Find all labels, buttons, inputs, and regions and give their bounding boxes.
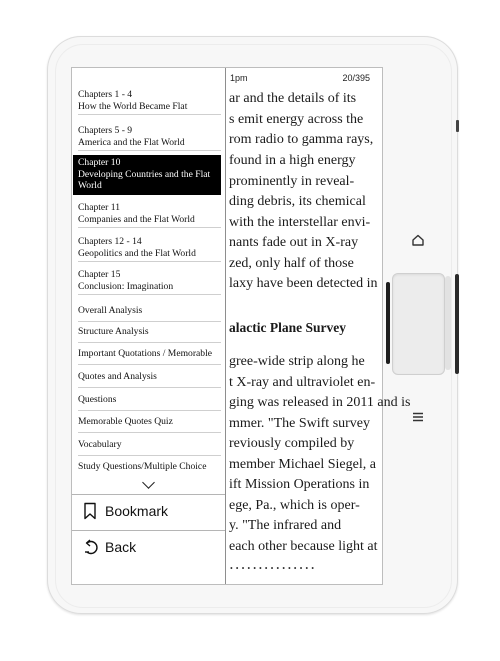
back-button[interactable] <box>72 530 225 565</box>
text-line: nants fade out in X-ray <box>229 235 359 250</box>
toc-item-title: Study Questions/Multiple Choice <box>78 461 207 472</box>
text-line: mmer. "The Swift survey <box>229 416 371 431</box>
toc-item[interactable] <box>72 301 225 322</box>
home-icon[interactable] <box>409 231 427 249</box>
toc-item[interactable] <box>72 322 225 343</box>
text-line: ging was released in 2011 and is <box>229 395 411 410</box>
text-line: found in a high energy <box>229 153 356 168</box>
text-line: rom radio to gamma rays, <box>229 132 374 147</box>
text-line: member Michael Siegel, a <box>229 457 376 472</box>
toc-item-title: Memorable Quotes Quiz <box>78 416 173 427</box>
text-line: ding debris, its chemical <box>229 194 366 209</box>
toc-item-title: Questions <box>78 394 117 405</box>
toc-item-subtitle: How the World Became Flat <box>78 100 188 112</box>
text-line: zed, only half of those <box>229 256 354 271</box>
toc-item[interactable] <box>72 200 225 228</box>
text-line: ege, Pa., which is oper- <box>229 498 360 513</box>
power-button[interactable] <box>456 120 459 132</box>
text-line: s emit energy across the <box>229 112 364 127</box>
side-page-button[interactable] <box>455 274 459 374</box>
text-line: y. "The infrared and <box>229 518 342 533</box>
bookmark-icon <box>82 502 98 520</box>
toc-item[interactable] <box>72 435 225 456</box>
toc-item-title: Chapters 12 - 14 <box>78 236 142 247</box>
back-arrow-icon <box>82 538 98 556</box>
clock: 1pm <box>230 73 248 83</box>
toc-item-title: Important Quotations / Memorable <box>78 348 213 359</box>
toc-item[interactable] <box>72 344 225 365</box>
toc-item[interactable] <box>72 87 225 115</box>
text-line: reviously compiled by <box>229 436 355 451</box>
toc-item-title: Quotes and Analysis <box>78 371 157 382</box>
page-progress-dots: ••••••••••••••• <box>230 564 318 573</box>
page-turn-indicator <box>386 282 390 364</box>
toc-item-subtitle: America and the Flat World <box>78 136 185 148</box>
text-line: t X-ray and ultraviolet en- <box>229 375 376 390</box>
toc-item-title: Structure Analysis <box>78 326 149 337</box>
chevron-down-icon[interactable] <box>142 476 155 489</box>
hamburger-icon[interactable] <box>409 408 427 426</box>
toc-item-title: Chapters 5 - 9 <box>78 125 133 136</box>
toc-item-subtitle: Developing Countries and the Flat World <box>78 168 211 191</box>
toc-item-subtitle: Conclusion: Imagination <box>78 280 174 292</box>
toc-item-subtitle: Companies and the Flat World <box>78 213 195 225</box>
bookmark-button[interactable] <box>72 494 225 529</box>
toc-item[interactable] <box>72 267 225 295</box>
toc-item[interactable] <box>72 457 225 477</box>
screen <box>71 67 411 585</box>
text-line: with the interstellar envi- <box>229 215 371 230</box>
side-strip <box>445 276 451 370</box>
toc-item-title: Chapter 10 <box>78 157 121 168</box>
toc-item[interactable] <box>72 412 225 433</box>
toc-item-subtitle: Geopolitics and the Flat World <box>78 247 196 259</box>
toc-item-title: Vocabulary <box>78 439 122 450</box>
toc-item[interactable] <box>72 367 225 388</box>
toc-item[interactable] <box>72 234 225 262</box>
toc-item-selected[interactable] <box>72 155 225 195</box>
toc-item-title: Chapters 1 - 4 <box>78 89 133 100</box>
toc-item-title: Overall Analysis <box>78 305 143 316</box>
page-turn-pad[interactable] <box>392 273 445 375</box>
toc-item[interactable] <box>72 123 225 151</box>
page-indicator: 20/395 <box>342 73 370 83</box>
back-label: Back <box>105 539 137 555</box>
bookmark-label: Bookmark <box>105 503 169 519</box>
text-line: ar and the details of its <box>229 91 357 106</box>
text-line: prominently in reveal- <box>229 174 355 189</box>
toc-item-title: Chapter 15 <box>78 269 121 280</box>
text-line: gree-wide strip along he <box>229 354 365 369</box>
text-line: each other because light at <box>229 539 378 554</box>
toc-item-title: Chapter 11 <box>78 202 121 213</box>
section-heading: alactic Plane Survey <box>229 320 346 335</box>
text-line: laxy have been detected in <box>229 276 378 291</box>
text-line: ift Mission Operations in <box>229 477 370 492</box>
toc-item[interactable] <box>72 390 225 411</box>
toc-menu <box>72 68 226 584</box>
